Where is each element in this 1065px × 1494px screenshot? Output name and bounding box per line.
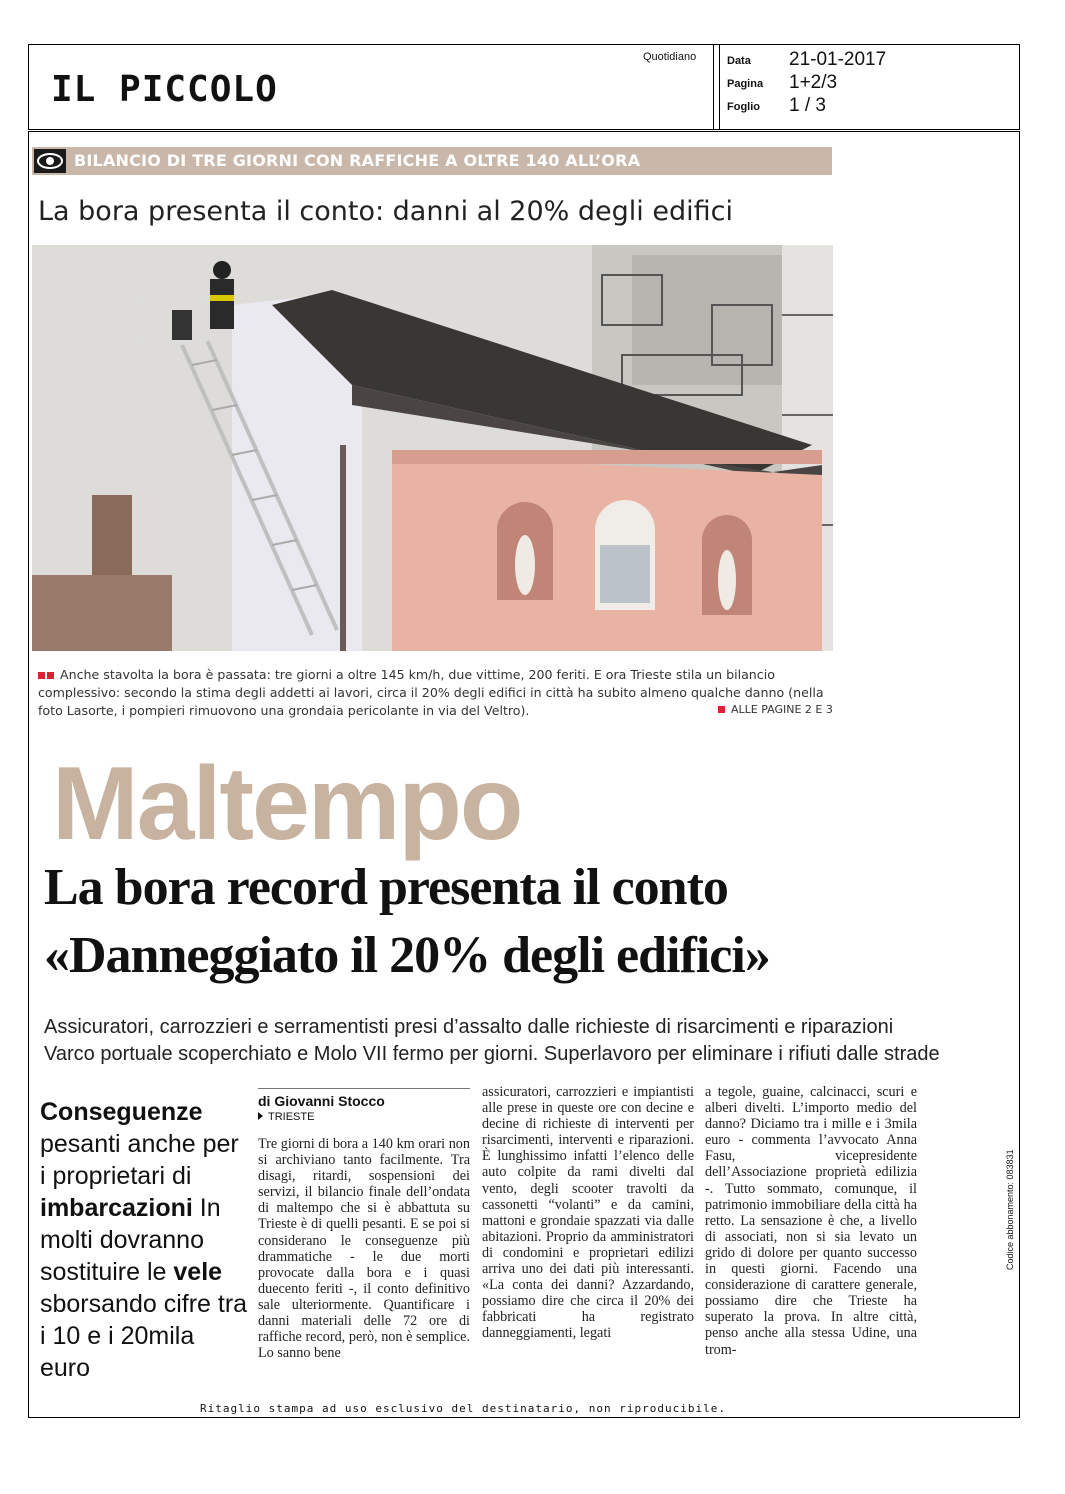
arrow-icon: [258, 1112, 263, 1120]
author: di Giovanni Stocco: [258, 1093, 385, 1109]
clipping-header: [28, 44, 1020, 130]
sidebar-keyword: imbarcazioni: [40, 1194, 193, 1222]
header-divider: [719, 45, 720, 129]
summary-line-2: Varco portuale scoperchiato e Molo VII fermo per giorni. Superlavoro per eliminare i rifiuti dalle strade: [44, 1043, 940, 1065]
date-value: 21-01-2017: [789, 49, 887, 70]
photo-title: La bora presenta il conto: danni al 20% degli edifici: [38, 196, 733, 227]
date-label: Data: [727, 55, 751, 67]
news-photo: [32, 245, 833, 651]
dateline-text: TRIESTE: [268, 1111, 315, 1123]
eye-icon: [34, 149, 66, 173]
sheet-label: Foglio: [727, 101, 760, 113]
article-column-3: [705, 1084, 917, 1396]
publication-type: Quotidiano: [643, 51, 697, 63]
article-column-1-text: Tre giorni di bora a 140 km orari non si archiviano tanto facilmente. Tra disagi, ritardi, sospensioni dei servizi, il bilancio finale dell’ondata di maltempo che si è abbattuta su Trieste è di quelli pesanti. E se poi si considerano le conseguenze più drammatiche - le due morti provocate dalla bora e i quasi duecento feriti -, il conto definitivo sale ulteriormente. Quantificare i danni materiali delle 72 ore di raffiche record, però, non è semplice. Lo sanno bene: [258, 1136, 470, 1362]
page-reference-text: ALLE PAGINE 2 E 3: [731, 703, 833, 716]
sidebar-text: pesanti anche per i proprietari di: [40, 1130, 239, 1190]
sheet-value: 1 / 3: [789, 95, 826, 116]
sidebar-text: sborsando cifre tra i 10 e i 20mila euro: [40, 1290, 248, 1382]
kicker-text: BILANCIO DI TRE GIORNI CON RAFFICHE A OLTRE 140 ALL’ORA: [74, 151, 641, 170]
sidebar-keyword: vele: [173, 1258, 223, 1286]
bullet-square-icon: [47, 672, 54, 679]
bullet-square-icon: [718, 706, 725, 713]
section-word: Maltempo: [52, 746, 522, 862]
kicker-bar: [32, 147, 832, 175]
article-column-3-text: a tegole, guaine, calcinacci, scuri e alberi divelti. L’importo medio del danno? Diciamo tra i mille e i 3mila euro - commenta l’avvocato Anna Fasu, vicepresidente dell’Associazione proprietà edilizia -. Tutto sommato, comunque, il patrimonio immobiliare della città ha retto. La sensazione è che, a livello di associati, non si sia levato un grido di dolore per quanto successo in questi giorni. Facendo una considerazione di carattere generale, possiamo dire che Trieste ha superato la prova. In altre città, penso anche alla stessa Udine, una trom-: [705, 1084, 917, 1358]
headline-line-2: «Danneggiato il 20% degli edifici»: [44, 927, 770, 984]
page-reference: [718, 703, 833, 716]
dateline: [258, 1111, 470, 1123]
headline-line-1: La bora record presenta il conto: [44, 859, 728, 916]
byline: [258, 1088, 470, 1123]
summary-line-1: Assicuratori, carrozzieri e serramentisti presi d’assalto dalle richieste di risarcimenti e riparazioni: [44, 1016, 894, 1038]
page-label: Pagina: [727, 78, 764, 90]
page-value: 1+2/3: [789, 72, 838, 93]
sidebar-quote: [40, 1096, 250, 1384]
article-column-2: [482, 1084, 694, 1396]
article-column-2-text: assicuratori, carrozzieri e impiantisti alle prese in queste ore con decine e decine di richieste di interventi per risarcimenti, interventi e riparazioni. È lunghissimo infatti l’elenco delle auto colpite da rami divelti dal vento, degli scooter travolti da cassonetti “volanti” e da camini, mattoni e grondaie spazzati via dalle abitazioni. Proprio da amministratori di condomini e proprietari edilizi arriva uno dei dati più interessanti. «La conta dei danni? Azzardando, possiamo dire che circa il 20% dei fabbricati ha registrato danneggiamenti, legati: [482, 1084, 694, 1342]
sidebar-text: In molti dovranno sostituire le: [40, 1194, 221, 1286]
header-divider: [713, 45, 714, 129]
sidebar-keyword: Conseguenze: [40, 1098, 203, 1126]
photo-caption: [38, 666, 834, 720]
photo-illustration: [32, 245, 833, 651]
masthead: IL PICCOLO: [51, 69, 278, 110]
bullet-square-icon: [38, 672, 45, 679]
article-column-1: [258, 1136, 470, 1394]
subscription-code: Codice abbonamento: 083831: [1005, 1149, 1015, 1270]
footer-note: Ritaglio stampa ad uso esclusivo del destinatario, non riproducibile.: [200, 1402, 726, 1415]
photo-caption-text: Anche stavolta la bora è passata: tre giorni a oltre 145 km/h, due vittime, 200 feriti. E ora Trieste stila un bilancio complessivo: secondo la stima degli addetti ai lavori, circa il 20% degli edifici in città ha subito almeno qualche danno (nella foto Lasorte, i pompieri rimuovono una grondaia pericolante in via del Veltro).: [38, 667, 824, 718]
